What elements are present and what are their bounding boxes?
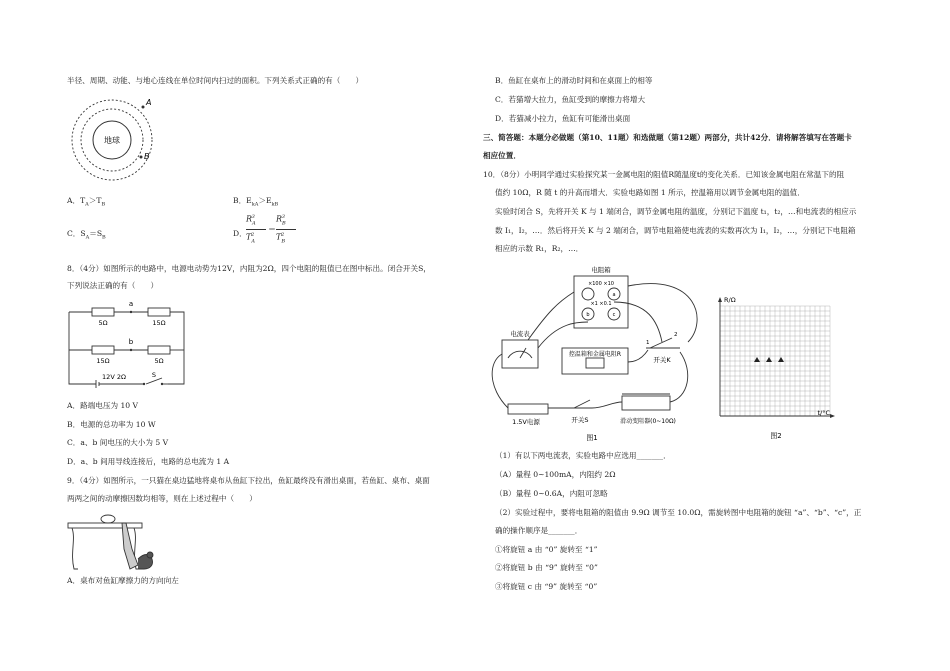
dial-row1-label: ×100 ×10 <box>588 281 614 287</box>
q9-option-a[interactable]: A．桌布对鱼缸摩擦力的方向向左 <box>67 576 179 585</box>
q10-step-3: ③将旋钮 c 由 “9” 旋转至 “0” <box>495 582 598 591</box>
q9-stem-line2: 两两之间的动摩擦因数均相等，则在上述过程中（ ） <box>67 494 257 503</box>
q7-option-d[interactable]: D． <box>233 229 247 238</box>
r4-label: 5Ω <box>154 357 164 365</box>
tablecloth <box>122 523 138 569</box>
satellite-a-label: A <box>146 98 152 107</box>
figure-1-apparatus <box>488 262 716 444</box>
satellite-b-label: B <box>144 152 150 161</box>
resistance-box-label: 电阻箱 <box>591 266 611 274</box>
graph-grid <box>720 306 830 416</box>
q9-stem-line1: 9．（4分）如图所示，一只猫在桌边猛地将桌布从鱼缸下拉出，鱼缸最终没有滑出桌面，若鱼缸、桌布、桌面 <box>67 476 430 485</box>
resistor-5ohm-top <box>92 308 114 316</box>
resistor-15ohm-bottom <box>92 346 114 354</box>
q10-stem-line2: 值约 10Ω，R 随 t 的升高而增大．实验电路如图 1 所示，控温箱用以调节金属电阻的温值． <box>495 188 805 197</box>
resistor-15ohm-top <box>148 308 170 316</box>
fish-tank <box>101 515 115 523</box>
q10-step-1: ①将旋钮 a 由 “0” 旋转至 “1” <box>495 545 598 554</box>
node-b-label: b <box>128 338 134 346</box>
k-terminal-1: 1 <box>646 340 650 346</box>
q7-option-c[interactable]: C．$S_A=S_B$ <box>67 229 106 241</box>
x-axis-arrow <box>830 414 835 418</box>
dial-b-label: b <box>586 312 590 318</box>
ammeter <box>502 340 538 368</box>
q8-option-a[interactable]: A．路端电压为 10 V <box>67 401 139 410</box>
table-leg-left <box>72 528 78 569</box>
battery-label: 1.5V电源 <box>512 418 540 426</box>
node-a-label: a <box>128 300 134 308</box>
q8-stem-line2: 下列说法正确的有（ ） <box>67 281 159 290</box>
q10-step-2: ②将旋钮 b 由 “9” 旋转至 “0” <box>495 563 598 572</box>
q10-sub2-line2: 确的操作顺序是_______． <box>495 526 583 535</box>
chamber-label: 控温箱和金属电阻R <box>568 351 622 358</box>
dial-row2-label: ×1 ×0.1 <box>590 301 612 307</box>
q8-option-b[interactable]: B．电源的总功率为 10 W <box>67 420 156 429</box>
satellite-a-dot <box>142 106 145 109</box>
q10-sub1-option-a[interactable]: （A）量程 0~100mA，内阻约 2Ω <box>495 470 616 479</box>
table-top <box>68 523 142 528</box>
q10-sub1: （1）有以下两电流表，实验电路中应选用_______． <box>495 451 671 460</box>
x-axis-label: t/°C <box>817 409 830 417</box>
switch-k <box>650 338 672 348</box>
q8-stem-line1: 8．（4分）如图所示的电路中，电源电动势为12V，内阻为2Ω，四个电阻的阻值已在图中标出。闭合开关S， <box>67 264 431 273</box>
switch-k-label: 开关K <box>653 356 671 364</box>
data-marker-2 <box>766 357 772 362</box>
q10-stem-line4: 数 I₁，I₂，…．然后将开关 K 与 2 端闭合，调节电阻箱使电流表的实数再次为 I₁，I₂，…，分别记下电阻箱 <box>495 226 856 235</box>
circuit-figure <box>66 298 198 390</box>
dial-a-label: a <box>612 292 616 298</box>
switch-s-fig <box>574 400 590 408</box>
q9-option-c[interactable]: C．若猫增大拉力，鱼缸受到的摩擦力将增大 <box>495 95 646 104</box>
kepler-formula: $R_A^3$ $T_A^2$ ＝ $R_B^3$ $T_B^2$ <box>246 212 306 252</box>
q10-sub2-line1: （2）实验过程中，要将电阻箱的阻值由 9.9Ω 调节至 10.0Ω，需旋转图中电阻箱的旋钮 “a”、“b”、“c”，正 <box>495 508 862 517</box>
figure-1-caption: 图1 <box>586 434 598 442</box>
y-axis-label: R/Ω <box>724 296 736 304</box>
q9-option-b[interactable]: B．鱼缸在桌布上的滑动时间和在桌面上的相等 <box>495 76 653 85</box>
q10-stem-line5: 相应的示数 R₁，R₂，…． <box>495 244 584 253</box>
section3-heading-line2: 相应位置． <box>483 151 521 160</box>
rheostat <box>622 396 670 410</box>
y-axis-arrow <box>718 297 722 302</box>
figure-2-graph <box>712 294 842 444</box>
rheostat-label: 滑动变阻器(0~10Ω) <box>620 418 676 425</box>
data-marker-3 <box>778 357 784 362</box>
dial-c-label: c <box>612 312 616 318</box>
section3-heading-line1: 三、简答题：本题分必做题（第10、11题）和选做题（第12题）两部分，共计42分．请将解答填写在答题卡 <box>483 133 852 142</box>
earth-orbit-figure <box>64 88 164 188</box>
cat-table-figure <box>64 509 164 575</box>
r2-label: 15Ω <box>152 319 166 327</box>
q10-sub1-option-b[interactable]: （B）量程 0~0.6A，内阻可忽略 <box>495 489 608 498</box>
q9-option-d[interactable]: D．若猫减小拉力，鱼缸有可能滑出桌面 <box>495 114 631 123</box>
battery <box>508 404 548 414</box>
figure-2-caption: 图2 <box>770 432 782 440</box>
switch-s-label: S <box>151 371 157 379</box>
q7-option-a[interactable]: A．$T_A>T_B$ <box>67 196 106 208</box>
r3-label: 15Ω <box>96 357 110 365</box>
resistor-5ohm-bottom <box>148 346 170 354</box>
ammeter-label: 电流表 <box>510 330 530 338</box>
q8-option-d[interactable]: D．a、b 间用导线连接后，电路的总电流为 1 A <box>67 457 230 466</box>
earth-label: 地球 <box>104 136 120 145</box>
k-terminal-2: 2 <box>674 332 678 338</box>
q8-option-c[interactable]: C．a、b 间电压的大小为 5 V <box>67 438 169 447</box>
q10-stem-line1: 10．（8分）小明同学通过实验探究某一金属电阻的阻值R随温度t的变化关系．已知该金属电阻在常温下的阻 <box>483 170 845 179</box>
q7-intro: 半径、周期、动能、与地心连线在单位时间内扫过的面积。下列关系式正确的有（ ） <box>67 76 364 85</box>
q7-option-b[interactable]: B．$E_{kA}>E_{kB}$ <box>233 196 279 208</box>
r1-label: 5Ω <box>98 319 108 327</box>
q10-stem-line3: 实验时闭合 S，先将开关 K 与 1 端闭合，调节金属电阻的温度，分别记下温度 t₁，t₂，…和电流表的相应示 <box>495 207 857 216</box>
satellite-b-dot <box>140 156 143 159</box>
source-label: 12V 2Ω <box>102 373 126 381</box>
switch-s-fig-label: 开关S <box>571 416 589 424</box>
